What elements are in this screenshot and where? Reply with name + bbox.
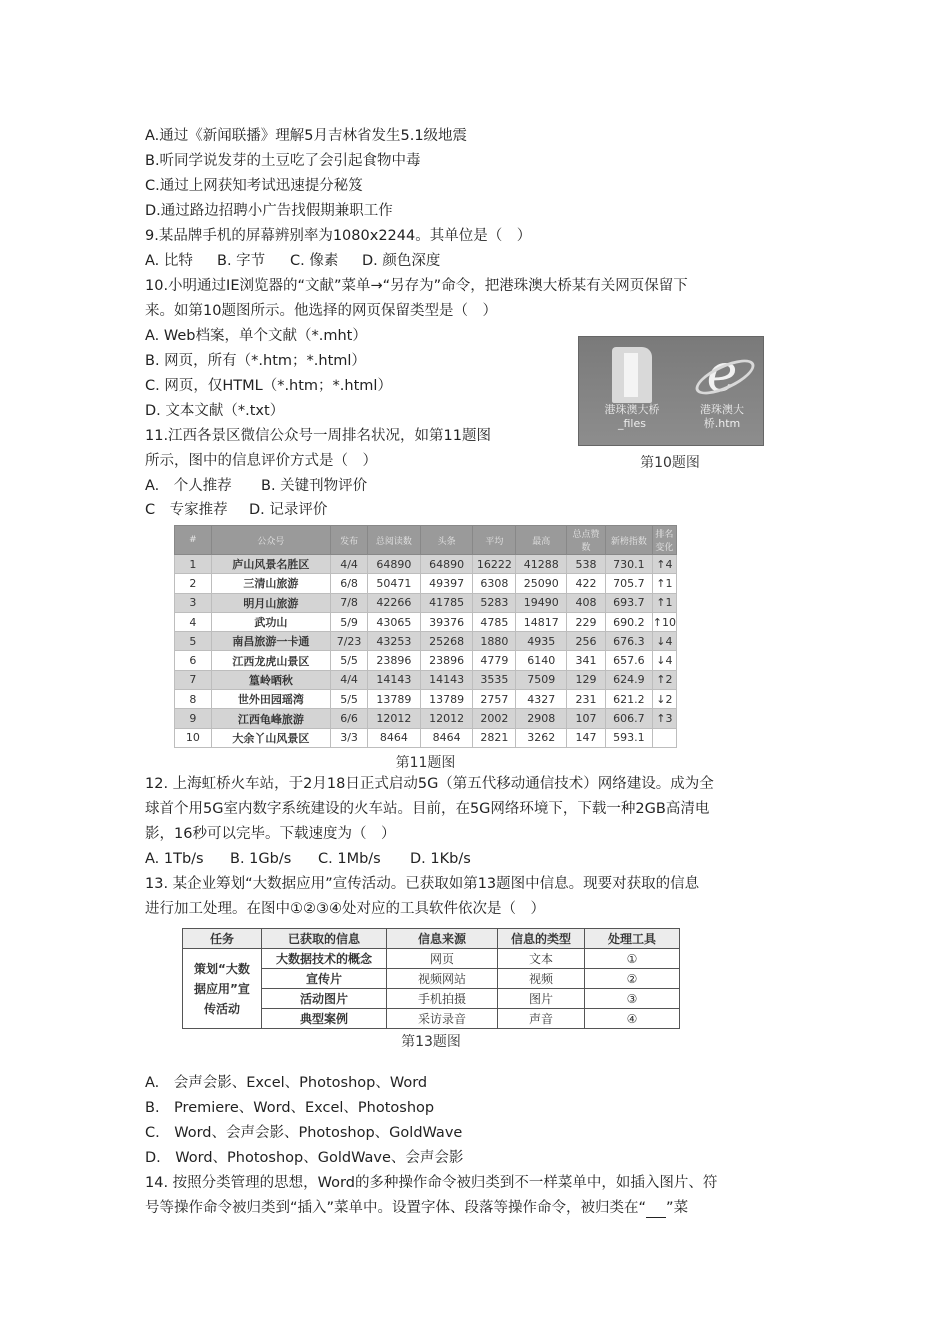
col-header: 排名变化 bbox=[652, 526, 676, 555]
table-cell: 256 bbox=[567, 632, 606, 651]
table-cell: 明月山旅游 bbox=[211, 593, 330, 612]
q14-stem-tail: ” bbox=[666, 1200, 674, 1216]
q12-option: C. 1Mb/s bbox=[318, 851, 381, 867]
table-cell: 10 bbox=[175, 728, 212, 747]
q9-stem: 9.某品牌手机的屏幕辨别率为1080x2244。其单位是（ ） bbox=[145, 228, 532, 244]
col-header: 信息来源 bbox=[387, 929, 498, 949]
table-header-row bbox=[175, 526, 677, 555]
table-cell: 23896 bbox=[367, 651, 420, 670]
table-cell: ② bbox=[585, 969, 680, 989]
q12-option: D. 1Kb/s bbox=[410, 851, 471, 867]
table-cell: ↑2 bbox=[652, 670, 676, 689]
q13-stem-2: 进行加工处理。在图中①②③④处对应的工具软件依次是（ ） bbox=[145, 901, 545, 917]
table-cell: 4779 bbox=[473, 651, 516, 670]
q10-option-b: B. 网页，所有（*.htm；*.html） bbox=[145, 353, 366, 369]
col-header: 头条 bbox=[420, 526, 473, 555]
q12-stem-2: 球首个用5G室内数字系统建设的火车站。目前，在5G网络环境下，下载一种2GB高清电 bbox=[145, 801, 710, 817]
q12-options bbox=[145, 849, 471, 869]
figure-13-caption: 第13题图 bbox=[401, 1034, 461, 1050]
table-cell: 图片 bbox=[498, 989, 585, 1009]
table-cell: 42266 bbox=[367, 593, 420, 612]
table-cell: 6140 bbox=[516, 651, 567, 670]
table-cell: 14143 bbox=[367, 670, 420, 689]
table-row bbox=[183, 949, 680, 969]
col-header: 任务 bbox=[183, 929, 262, 949]
table-cell: 624.9 bbox=[605, 670, 652, 689]
table-cell: 5 bbox=[175, 632, 212, 651]
table-cell: 13789 bbox=[367, 690, 420, 709]
table-cell: 7 bbox=[175, 670, 212, 689]
answer-blank bbox=[646, 1203, 666, 1218]
table-cell: ↓2 bbox=[652, 690, 676, 709]
table-cell: ↑4 bbox=[652, 555, 676, 574]
table-cell: 3535 bbox=[473, 670, 516, 689]
table-cell: 视频 bbox=[498, 969, 585, 989]
ranking-table bbox=[174, 525, 677, 748]
table-cell: 23896 bbox=[420, 651, 473, 670]
table-cell: 64890 bbox=[420, 555, 473, 574]
table-cell: 41785 bbox=[420, 593, 473, 612]
table-cell: 3 bbox=[175, 593, 212, 612]
q10-option-c: C. 网页，仅HTML（*.htm；*.html） bbox=[145, 378, 392, 394]
table-cell: 538 bbox=[567, 555, 606, 574]
figure-11-caption: 第11题图 bbox=[395, 754, 456, 771]
table-cell: 49397 bbox=[420, 574, 473, 593]
table-cell: 8 bbox=[175, 690, 212, 709]
table-cell: 三清山旅游 bbox=[211, 574, 330, 593]
ie-browser-icon: e bbox=[699, 351, 745, 397]
table-row bbox=[175, 612, 677, 631]
q13-option-b: B. Premiere、Word、Excel、Photoshop bbox=[145, 1100, 435, 1116]
col-header: # bbox=[175, 526, 212, 555]
table-cell: 6/6 bbox=[331, 709, 368, 728]
table-cell: 8464 bbox=[420, 728, 473, 747]
table-cell: 江西龟峰旅游 bbox=[211, 709, 330, 728]
table-cell: 5283 bbox=[473, 593, 516, 612]
table-cell: 25090 bbox=[516, 574, 567, 593]
table-cell: 采访录音 bbox=[387, 1009, 498, 1029]
table-cell: 武功山 bbox=[211, 612, 330, 631]
q11-stem-2: 所示，图中的信息评价方式是（ ） bbox=[145, 453, 377, 469]
table-cell: ③ bbox=[585, 989, 680, 1009]
table-cell: 宣传片 bbox=[262, 969, 387, 989]
figure-13 bbox=[182, 928, 680, 1051]
q11-options-row1 bbox=[145, 476, 367, 496]
table-cell: 2 bbox=[175, 574, 212, 593]
q14-stem-2 bbox=[145, 1198, 688, 1218]
info-table-body bbox=[183, 949, 680, 1029]
table-cell: ① bbox=[585, 949, 680, 969]
table-cell: 64890 bbox=[367, 555, 420, 574]
q11-stem-1: 11.江西各景区微信公众号一周排名状况，如第11题图 bbox=[145, 428, 492, 444]
table-cell: 7509 bbox=[516, 670, 567, 689]
table-cell: 606.7 bbox=[605, 709, 652, 728]
q14-tail: 菜 bbox=[673, 1200, 689, 1216]
table-cell: 江西龙虎山景区 bbox=[211, 651, 330, 670]
q10-stem-2: 来。如第10题图所示。他选择的网页保留类型是（ ） bbox=[145, 303, 497, 319]
table-cell: 43253 bbox=[367, 632, 420, 651]
col-header: 处理工具 bbox=[585, 929, 680, 949]
table-cell: 2757 bbox=[473, 690, 516, 709]
table-cell: 4327 bbox=[516, 690, 567, 709]
q8-option-a: A.通过《新闻联播》理解5月吉林省发生5.1级地震 bbox=[145, 128, 468, 144]
table-cell: 9 bbox=[175, 709, 212, 728]
table-cell: ↓4 bbox=[652, 651, 676, 670]
table-cell: 南昌旅游一卡通 bbox=[211, 632, 330, 651]
table-cell: 2908 bbox=[516, 709, 567, 728]
col-header: 已获取的信息 bbox=[262, 929, 387, 949]
table-cell: ↑10 bbox=[652, 612, 676, 631]
table-cell: 视频网站 bbox=[387, 969, 498, 989]
q14-stem-1: 14. 按照分类管理的思想，Word的多种操作命令被归类到不一样菜单中，如插入图片、符 bbox=[145, 1175, 718, 1191]
q12-stem-1: 12. 上海虹桥火车站，于2月18日正式启动5G（第五代移动通信技术）网络建设。成为全 bbox=[145, 776, 714, 792]
table-cell: 4/4 bbox=[331, 670, 368, 689]
table-row bbox=[175, 593, 677, 612]
col-header: 总阅读数 bbox=[367, 526, 420, 555]
folder-label: 港珠澳大桥_files bbox=[604, 403, 660, 430]
table-cell: ↓4 bbox=[652, 632, 676, 651]
col-header: 发布 bbox=[331, 526, 368, 555]
q11-option: C 专家推荐 bbox=[145, 502, 228, 518]
table-cell: ↑1 bbox=[652, 574, 676, 593]
table-cell: 14817 bbox=[516, 612, 567, 631]
table-row bbox=[175, 632, 677, 651]
table-header-row bbox=[183, 929, 680, 949]
q9-options bbox=[145, 251, 440, 271]
figure-10 bbox=[578, 336, 764, 474]
task-cell: 策划“大数据应用”宣传活动 bbox=[183, 949, 262, 1029]
table-row bbox=[175, 728, 677, 747]
table-cell: 129 bbox=[567, 670, 606, 689]
table-cell: ④ bbox=[585, 1009, 680, 1029]
q12-option: B. 1Gb/s bbox=[230, 851, 292, 867]
table-cell: 593.1 bbox=[605, 728, 652, 747]
table-row bbox=[175, 651, 677, 670]
q8-option-b: B.听同学说发芽的土豆吃了会引起食物中毒 bbox=[145, 153, 421, 169]
table-cell: 621.2 bbox=[605, 690, 652, 709]
table-cell: 705.7 bbox=[605, 574, 652, 593]
figure-10-caption: 第10题图 bbox=[640, 455, 700, 471]
table-cell: 6 bbox=[175, 651, 212, 670]
q14-stem-text: 号等操作命令被归类到“插入”菜单中。设置字体、段落等操作命令，被归类在“ bbox=[145, 1200, 647, 1216]
table-cell: 大余丫山风景区 bbox=[211, 728, 330, 747]
col-header: 新榜指数 bbox=[605, 526, 652, 555]
q10-stem-1: 10.小明通过IE浏览器的“文献”菜单→“另存为”命令，把港珠澳大桥某有关网页保留下 bbox=[145, 278, 688, 294]
table-cell: 5/9 bbox=[331, 612, 368, 631]
table-cell: 3/3 bbox=[331, 728, 368, 747]
table-cell: 5/5 bbox=[331, 651, 368, 670]
table-cell: 730.1 bbox=[605, 555, 652, 574]
col-header: 公众号 bbox=[211, 526, 330, 555]
figure-10-screenshot bbox=[578, 336, 764, 446]
q10-option-a: A. Web档案，单个文献（*.mht） bbox=[145, 328, 367, 344]
table-cell bbox=[652, 728, 676, 747]
q9-option: A. 比特 bbox=[145, 253, 193, 269]
q13-stem-1: 13. 某企业筹划“大数据应用”宣传活动。已获取如第13题图中信息。现要对获取的信息 bbox=[145, 876, 700, 892]
table-cell: 活动图片 bbox=[262, 989, 387, 1009]
table-cell: 手机拍摄 bbox=[387, 989, 498, 1009]
table-cell: 43065 bbox=[367, 612, 420, 631]
q13-option-c: C. Word、会声会影、Photoshop、GoldWave bbox=[145, 1125, 463, 1141]
table-cell: 7/8 bbox=[331, 593, 368, 612]
col-header: 总点赞数 bbox=[567, 526, 606, 555]
table-cell: 231 bbox=[567, 690, 606, 709]
col-header: 信息的类型 bbox=[498, 929, 585, 949]
table-cell: 典型案例 bbox=[262, 1009, 387, 1029]
table-cell: 41288 bbox=[516, 555, 567, 574]
q8-option-d: D.通过路边招聘小广告找假期兼职工作 bbox=[145, 203, 393, 219]
q11-option: B. 关键刊物评价 bbox=[261, 478, 368, 494]
htm-file-label: 港珠澳大桥.htm bbox=[700, 403, 744, 430]
table-cell: 12012 bbox=[367, 709, 420, 728]
table-cell: 4785 bbox=[473, 612, 516, 631]
q8-option-c: C.通过上网获知考试迅速提分秘笈 bbox=[145, 178, 363, 194]
q12-stem-3: 影，16秒可以完毕。下载速度为（ ） bbox=[145, 826, 396, 842]
table-cell: 篁岭晒秋 bbox=[211, 670, 330, 689]
col-header: 最高 bbox=[516, 526, 567, 555]
q13-option-d: D. Word、Photoshop、GoldWave、会声会影 bbox=[145, 1150, 464, 1166]
table-row bbox=[175, 709, 677, 728]
table-cell: 14143 bbox=[420, 670, 473, 689]
table-cell: 341 bbox=[567, 651, 606, 670]
table-cell: ↑3 bbox=[652, 709, 676, 728]
table-cell: 6/8 bbox=[331, 574, 368, 593]
q11-option: D. 记录评价 bbox=[249, 502, 328, 518]
q12-option: A. 1Tb/s bbox=[145, 851, 204, 867]
q13-option-a: A. 会声会影、Excel、Photoshop、Word bbox=[145, 1075, 428, 1091]
table-cell: 229 bbox=[567, 612, 606, 631]
table-cell: 16222 bbox=[473, 555, 516, 574]
table-cell: 408 bbox=[567, 593, 606, 612]
figure-11 bbox=[174, 525, 677, 772]
q9-option: D. 颜色深度 bbox=[362, 253, 441, 269]
q9-option: C. 像素 bbox=[290, 253, 339, 269]
table-cell: 39376 bbox=[420, 612, 473, 631]
table-cell: 大数据技术的概念 bbox=[262, 949, 387, 969]
table-row bbox=[175, 574, 677, 593]
table-cell: 19490 bbox=[516, 593, 567, 612]
table-cell: 文本 bbox=[498, 949, 585, 969]
table-cell: 8464 bbox=[367, 728, 420, 747]
info-table bbox=[182, 928, 680, 1029]
table-cell: 1880 bbox=[473, 632, 516, 651]
table-cell: 1 bbox=[175, 555, 212, 574]
q11-options-row2 bbox=[145, 500, 327, 520]
table-cell: 25268 bbox=[420, 632, 473, 651]
table-cell: 422 bbox=[567, 574, 606, 593]
table-cell: 6308 bbox=[473, 574, 516, 593]
table-cell: 4/4 bbox=[331, 555, 368, 574]
q11-option: A. 个人推荐 bbox=[145, 478, 232, 494]
col-header: 平均 bbox=[473, 526, 516, 555]
table-cell: 4 bbox=[175, 612, 212, 631]
table-row bbox=[175, 670, 677, 689]
table-row bbox=[175, 555, 677, 574]
q9-option: B. 字节 bbox=[217, 253, 266, 269]
table-cell: 7/23 bbox=[331, 632, 368, 651]
table-cell: 50471 bbox=[367, 574, 420, 593]
table-cell: 147 bbox=[567, 728, 606, 747]
table-cell: 庐山风景名胜区 bbox=[211, 555, 330, 574]
q10-option-d: D. 文本文献（*.txt） bbox=[145, 403, 285, 419]
table-cell: 13789 bbox=[420, 690, 473, 709]
table-cell: 5/5 bbox=[331, 690, 368, 709]
table-cell: 网页 bbox=[387, 949, 498, 969]
table-cell: 676.3 bbox=[605, 632, 652, 651]
table-cell: 693.7 bbox=[605, 593, 652, 612]
folder-icon bbox=[612, 347, 652, 403]
table-cell: 4935 bbox=[516, 632, 567, 651]
table-cell: 657.6 bbox=[605, 651, 652, 670]
table-cell: 2821 bbox=[473, 728, 516, 747]
table-cell: ↑1 bbox=[652, 593, 676, 612]
table-row bbox=[175, 690, 677, 709]
table-cell: 12012 bbox=[420, 709, 473, 728]
table-cell: 声音 bbox=[498, 1009, 585, 1029]
table-cell: 3262 bbox=[516, 728, 567, 747]
table-cell: 2002 bbox=[473, 709, 516, 728]
table-cell: 107 bbox=[567, 709, 606, 728]
ranking-table-body bbox=[175, 555, 677, 748]
table-cell: 690.2 bbox=[605, 612, 652, 631]
table-cell: 世外田园瑶湾 bbox=[211, 690, 330, 709]
